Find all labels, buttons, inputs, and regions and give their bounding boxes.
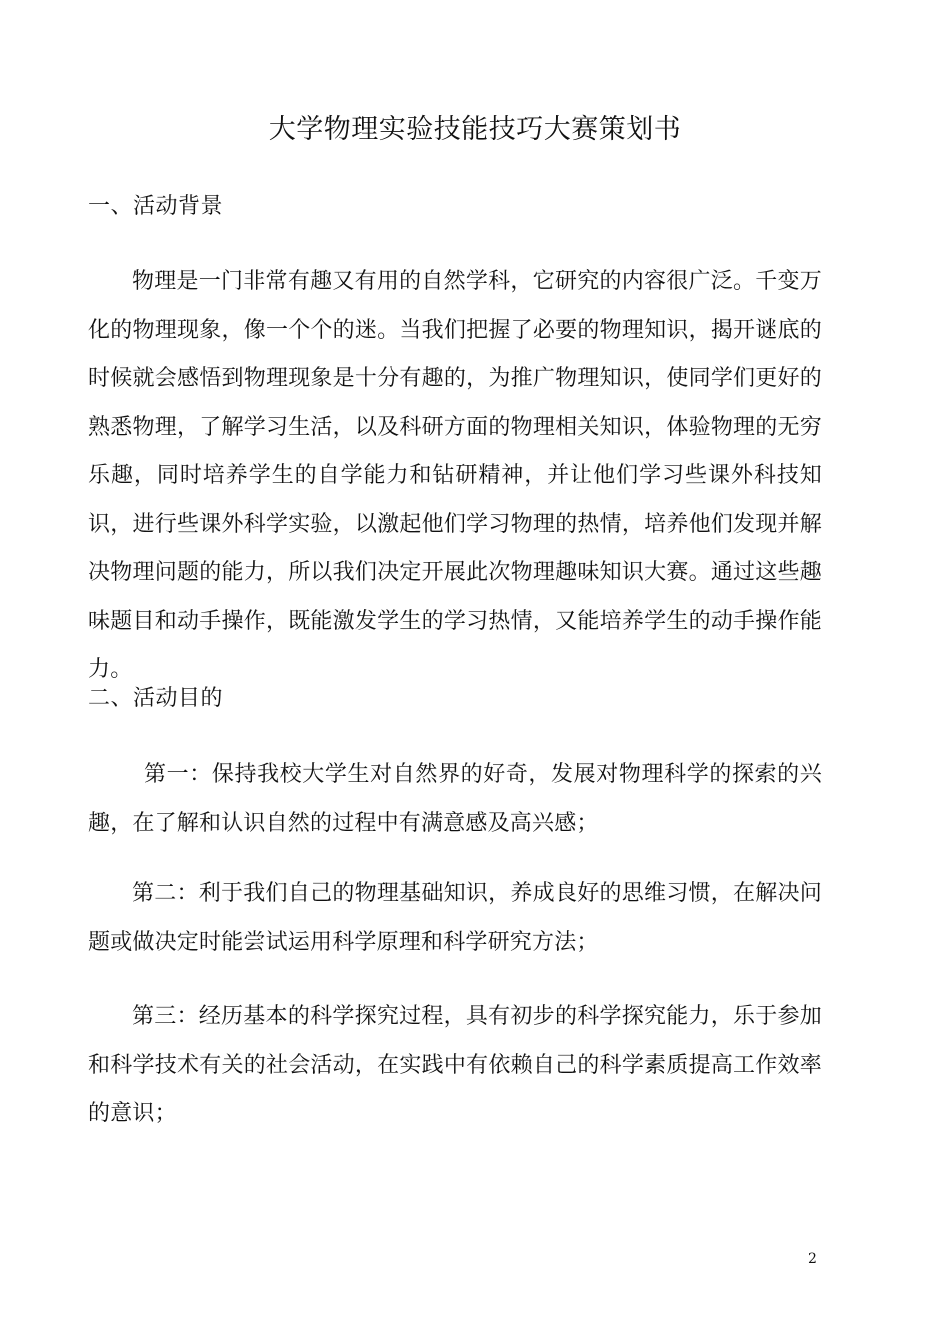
paragraph-purpose-second: 第二：利于我们自己的物理基础知识，养成良好的思维习惯，在解决问题或做决定时能尝试运用科学原理和科学研究方法； (88, 881, 822, 955)
document-title: 大学物理实验技能技巧大赛策划书 (268, 114, 682, 145)
section-heading-purpose: 二、活动目的 (88, 686, 224, 711)
paragraph-purpose-first: 第一：保持我校大学生对自然界的好奇，发展对物理科学的探索的兴趣，在了解和认识自然的过程中有满意感及高兴感； (88, 762, 822, 836)
page-number: 2 (808, 1251, 817, 1267)
section-heading-background: 一、活动背景 (88, 194, 224, 219)
paragraph-purpose-third: 第三：经历基本的科学探究过程，具有初步的科学探究能力，乐于参加和科学技术有关的社会活动，在实践中有依赖自己的科学素质提高工作效率的意识； (88, 1004, 822, 1126)
paragraph-background: 物理是一门非常有趣又有用的自然学科，它研究的内容很广泛。千变万化的物理现象，像一个个的迷。当我们把握了必要的物理知识，揭开谜底的时候就会感悟到物理现象是十分有趣的，为推广物理知识，使同学们更好的熟悉物理，了解学习生活，以及科研方面的物理相关知识，体验物理的无穷乐趣，同时培养学生的自学能力和钻研精神，并让他们学习些课外科技知识，进行些课外科学实验，以激起他们学习物理的热情，培养他们发现并解决物理问题的能力，所以我们决定开展此次物理趣味知识大赛。通过这些趣味题目和动手操作，既能激发学生的学习热情，又能培养学生的动手操作能力。 (88, 269, 822, 682)
